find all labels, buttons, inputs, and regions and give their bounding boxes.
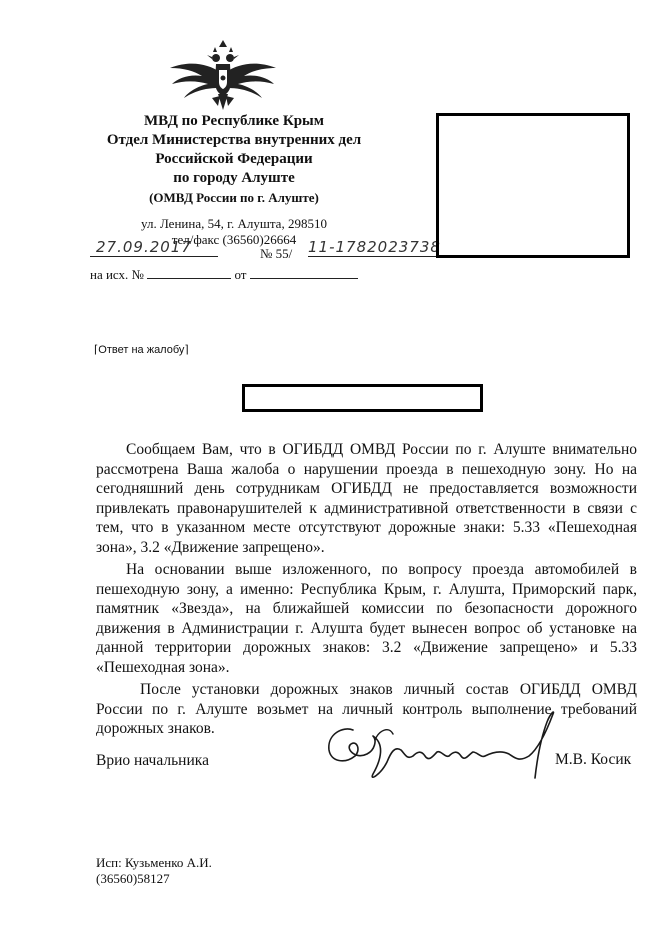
org-line-5: (ОМВД России по г. Алуште) [149,190,319,205]
executor-phone: (36560)58127 [96,871,170,886]
body-paragraph-2: На основании выше изложенного, по вопросу проезда автомобилей в пешеходную зону, а именно: Республика Крым, г. Алушта, Приморский парк, памятник «Звезда», на ближайшей комиссии по безопасности дорожного движения в Администрации г. Алушта будет вынесен вопрос об установке на данной территории дорожных знаков: 3.2 «Движение запрещено» и 5.33 «Пешеходная зона». [96,561,637,676]
incoming-number-label: на исх. № [90,267,144,282]
redacted-recipient-name [242,384,483,412]
incoming-reference [90,266,358,283]
eagle-emblem-icon [168,38,278,114]
subject-text: Ответ на жалобу [98,344,185,356]
subject-line [94,343,189,356]
executor-info [96,855,212,887]
incoming-from-label: от [234,267,247,282]
reference-date: 27.09.2017 [90,238,218,257]
signatory-name: М.В. Косик [555,751,632,768]
subject-bracket-close: ⌉ [184,344,189,356]
handwritten-signature-icon [315,700,563,800]
body-paragraph-3: После установки дорожных знаков личный состав ОГИБДД ОМВД России по г. Алуште возьмет на личный контроль выполнение требований дорожных знаков. [96,681,637,737]
incoming-number-line [147,266,231,279]
org-line-2: Отдел Министерства внутренних дел [106,132,362,148]
org-line-4: по городу Алуште [173,170,295,186]
redacted-recipient-block [436,113,630,258]
address-phone: тел/факс (36560)26664 [171,232,297,247]
letter-body [96,440,637,742]
executor-name: Исп: Кузьменко А.И. [96,855,212,870]
reference-number-label: № 55/ [260,246,293,261]
subject-bracket-open: ⌈ [94,344,99,356]
reference-number: 11-1782023738 [308,238,483,257]
org-line-1: МВД по Республике Крым [144,113,324,129]
incoming-date-line [250,266,358,279]
body-paragraph-1: Сообщаем Вам, что в ОГИБДД ОМВД России по г. Алуште внимательно рассмотрена Ваша жалоба о нарушении проезда в пешеходную зону. Но на сегодняшний день сотрудникам ОГИБДД не предоставляется возможности привлекать правонарушителей к административной ответственности в связи с тем, что в указанном месте отсутствуют дорожные знаки: 5.33 «Пешеходная зона», 3.2 «Движение запрещено». [96,441,637,556]
address-street: ул. Ленина, 54, г. Алушта, 298510 [141,216,327,231]
signatory-position: Врио начальника [96,752,209,769]
org-line-3: Российской Федерации [155,151,313,167]
organization-header [100,112,368,207]
